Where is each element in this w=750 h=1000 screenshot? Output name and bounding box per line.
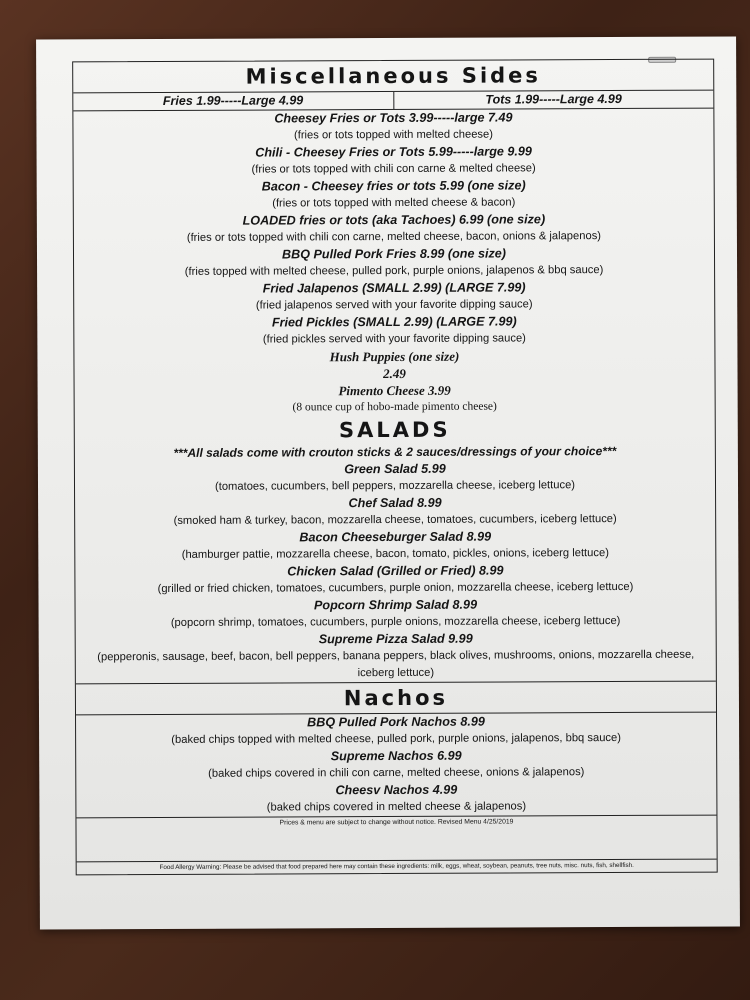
salads-note: ***All salads come with crouton sticks & 2 sauces/dressings of your choice***: [173, 444, 617, 460]
section-title-salads: SALADS: [338, 417, 451, 443]
menu-item-desc: (fried pickles served with your favorite dipping sauce): [262, 332, 526, 346]
menu-item-title: Bacon - Cheesey fries or tots 5.99 (one size): [261, 178, 526, 194]
menu-item-title: BBQ Pulled Pork Fries 8.99 (one size): [281, 246, 507, 262]
menu-item-desc: (fried jalapenos served with your favorite dipping sauce): [255, 298, 533, 312]
menu-item-title: Cheesv Nachos 4.99: [335, 782, 458, 798]
price-change-notice: Prices & menu are subject to change without notice. Revised Menu 4/25/2019: [76, 815, 716, 831]
menu-item-desc: (grilled or fried chicken, tomatoes, cucumbers, purple onion, mozzarella cheese, iceberg lettuce): [157, 580, 634, 596]
menu-item-title: Popcorn Shrimp Salad 8.99: [313, 597, 478, 613]
pimento-cheese-desc: (8 ounce cup of hobo-made pimento cheese): [292, 400, 497, 414]
menu-item-title: LOADED fries or tots (aka Tachoes) 6.99 (one size): [242, 212, 546, 228]
menu-item-title: Supreme Nachos 6.99: [330, 748, 462, 764]
menu-item-title: Green Salad 5.99: [344, 461, 446, 477]
menu-item-desc: (fries or tots topped with melted cheese & bacon): [272, 196, 516, 210]
menu-frame: [72, 59, 718, 876]
menu-item-desc: (pepperonis, sausage, beef, bacon, bell peppers, banana peppers, black olives, mushrooms, onions, mozzarella cheese, iceberg lettuce): [97, 648, 695, 680]
menu-item-desc: (fries or tots topped with melted cheese): [293, 128, 493, 142]
menu-item-title: Cheesey Fries or Tots 3.99-----large 7.49: [274, 110, 513, 126]
menu-item-desc: (tomatoes, cucumbers, bell peppers, mozzarella cheese, iceberg lettuce): [214, 479, 576, 493]
menu-item-title: Supreme Pizza Salad 9.99: [318, 631, 473, 647]
menu-item-title: Bacon Cheeseburger Salad 8.99: [299, 529, 492, 545]
allergy-warning: Food Allergy Warning: Please be advised that food prepared here may contain these ingredients: milk, eggs, wheat, soybean, peanuts, tree nuts, misc. nuts, fish, shellfish.: [77, 859, 717, 875]
menu-item-title: Fried Pickles (SMALL 2.99) (LARGE 7.99): [271, 314, 517, 330]
hush-puppies-price: 2.49: [383, 365, 406, 382]
menu-item-title: Chef Salad 8.99: [348, 495, 442, 511]
menu-item-desc: (smoked ham & turkey, bacon, mozzarella cheese, tomatoes, cucumbers, iceberg lettuce): [173, 513, 617, 527]
menu-item-desc: (hamburger pattie, mozzarella cheese, bacon, tomato, pickles, onions, iceberg lettuce): [181, 547, 609, 561]
menu-sheet: [36, 36, 740, 929]
menu-item-desc: (popcorn shrimp, tomatoes, cucumbers, purple onions, mozzarella cheese, iceberg lettuce): [170, 614, 621, 629]
menu-item-desc: (fries or tots topped with chili con carne, melted cheese, bacon, onions & jalapenos): [186, 230, 602, 244]
section-title-nachos: Nachos: [76, 681, 716, 716]
menu-item-desc: (baked chips topped with melted cheese, pulled pork, purple onions, jalapenos, bbq sauce): [171, 731, 621, 746]
section-title-misc: Miscellaneous Sides: [73, 60, 713, 94]
pimento-cheese-title: Pimento Cheese 3.99: [338, 382, 451, 399]
menu-item-title: BBQ Pulled Pork Nachos 8.99: [307, 714, 485, 730]
menu-item-desc: (baked chips covered in melted cheese & jalapenos): [266, 800, 527, 814]
menu-item-title: Chicken Salad (Grilled or Fried) 8.99: [287, 563, 504, 579]
hush-puppies-title: Hush Puppies (one size): [329, 348, 460, 365]
menu-item-title: Fried Jalapenos (SMALL 2.99) (LARGE 7.99): [262, 280, 526, 296]
menu-item-desc: (fries topped with melted cheese, pulled pork, purple onions, jalapenos & bbq sauce): [184, 264, 604, 278]
menu-item-desc: (fries or tots topped with chili con carne & melted cheese): [251, 162, 536, 176]
fries-price: Fries 1.99-----Large 4.99: [73, 92, 394, 110]
tots-price: Tots 1.99-----Large 4.99: [485, 91, 622, 107]
menu-item-title: Chili - Cheesey Fries or Tots 5.99-----large 9.99: [255, 144, 532, 160]
menu-item-desc: (baked chips covered in chili con carne, melted cheese, onions & jalapenos): [208, 766, 585, 780]
